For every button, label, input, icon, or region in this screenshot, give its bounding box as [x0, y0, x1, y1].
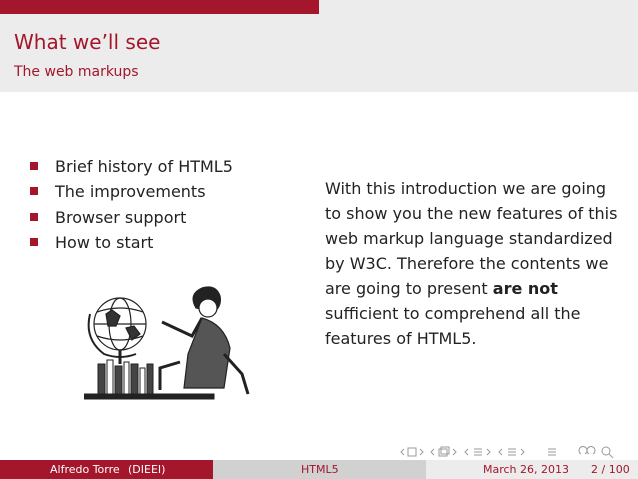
footer-page-number: 2 / 100 — [591, 463, 630, 476]
intro-paragraph — [325, 176, 625, 351]
bullet-square-icon — [30, 238, 38, 246]
bullet-text: The improvements — [55, 182, 206, 202]
frame-first-icon[interactable] — [401, 449, 404, 455]
subsection-back-icon[interactable] — [465, 449, 490, 455]
bullet-square-icon — [30, 187, 38, 195]
bullet-list — [30, 154, 233, 255]
top-bar-accent — [0, 0, 319, 14]
top-bar — [0, 0, 638, 14]
bullet-square-icon — [30, 162, 38, 170]
bullet-item — [30, 205, 233, 230]
bullet-item — [30, 179, 233, 204]
bullet-item — [30, 230, 233, 255]
top-bar-gray — [319, 0, 638, 14]
footer-short-title: HTML5 — [301, 463, 339, 476]
frame-back-icon[interactable] — [408, 448, 423, 456]
beamer-navigation-symbols — [396, 444, 630, 460]
slide-title: What we’ll see — [14, 30, 161, 54]
frame-forward-icon[interactable] — [431, 447, 456, 456]
bullet-text: Brief history of HTML5 — [55, 157, 233, 176]
align-icon[interactable] — [548, 449, 556, 455]
search-icon[interactable] — [602, 447, 613, 458]
footer-date: March 26, 2013 — [483, 463, 570, 476]
globe-icon — [89, 298, 146, 364]
paragraph-text-start: With this introduction we are going to show you the new features of this web markup language standardized by W3C. Therefore the contents we are going to present — [325, 179, 618, 298]
footer-affiliation: (DIEEI) — [128, 463, 166, 476]
globe-reader-illustration — [84, 284, 254, 404]
section-back-icon[interactable] — [499, 449, 524, 455]
paragraph-emphasis: are not — [492, 279, 558, 298]
slide-subtitle: The web markups — [14, 64, 139, 80]
footer-title-box — [213, 460, 426, 479]
footer-author-box — [0, 460, 213, 479]
footer-date-box — [426, 460, 638, 479]
paragraph-text-end: sufficient to comprehend all the features of HTML5. — [325, 304, 581, 348]
bullet-square-icon — [30, 213, 38, 221]
bullet-text: Browser support — [55, 207, 187, 227]
slide-footer — [0, 460, 638, 479]
bullet-item — [30, 154, 233, 179]
undo-icon[interactable] — [579, 447, 595, 454]
bullet-text: How to start — [55, 232, 154, 252]
footer-author: Alfredo Torre — [50, 463, 120, 476]
reader-icon — [160, 287, 248, 394]
